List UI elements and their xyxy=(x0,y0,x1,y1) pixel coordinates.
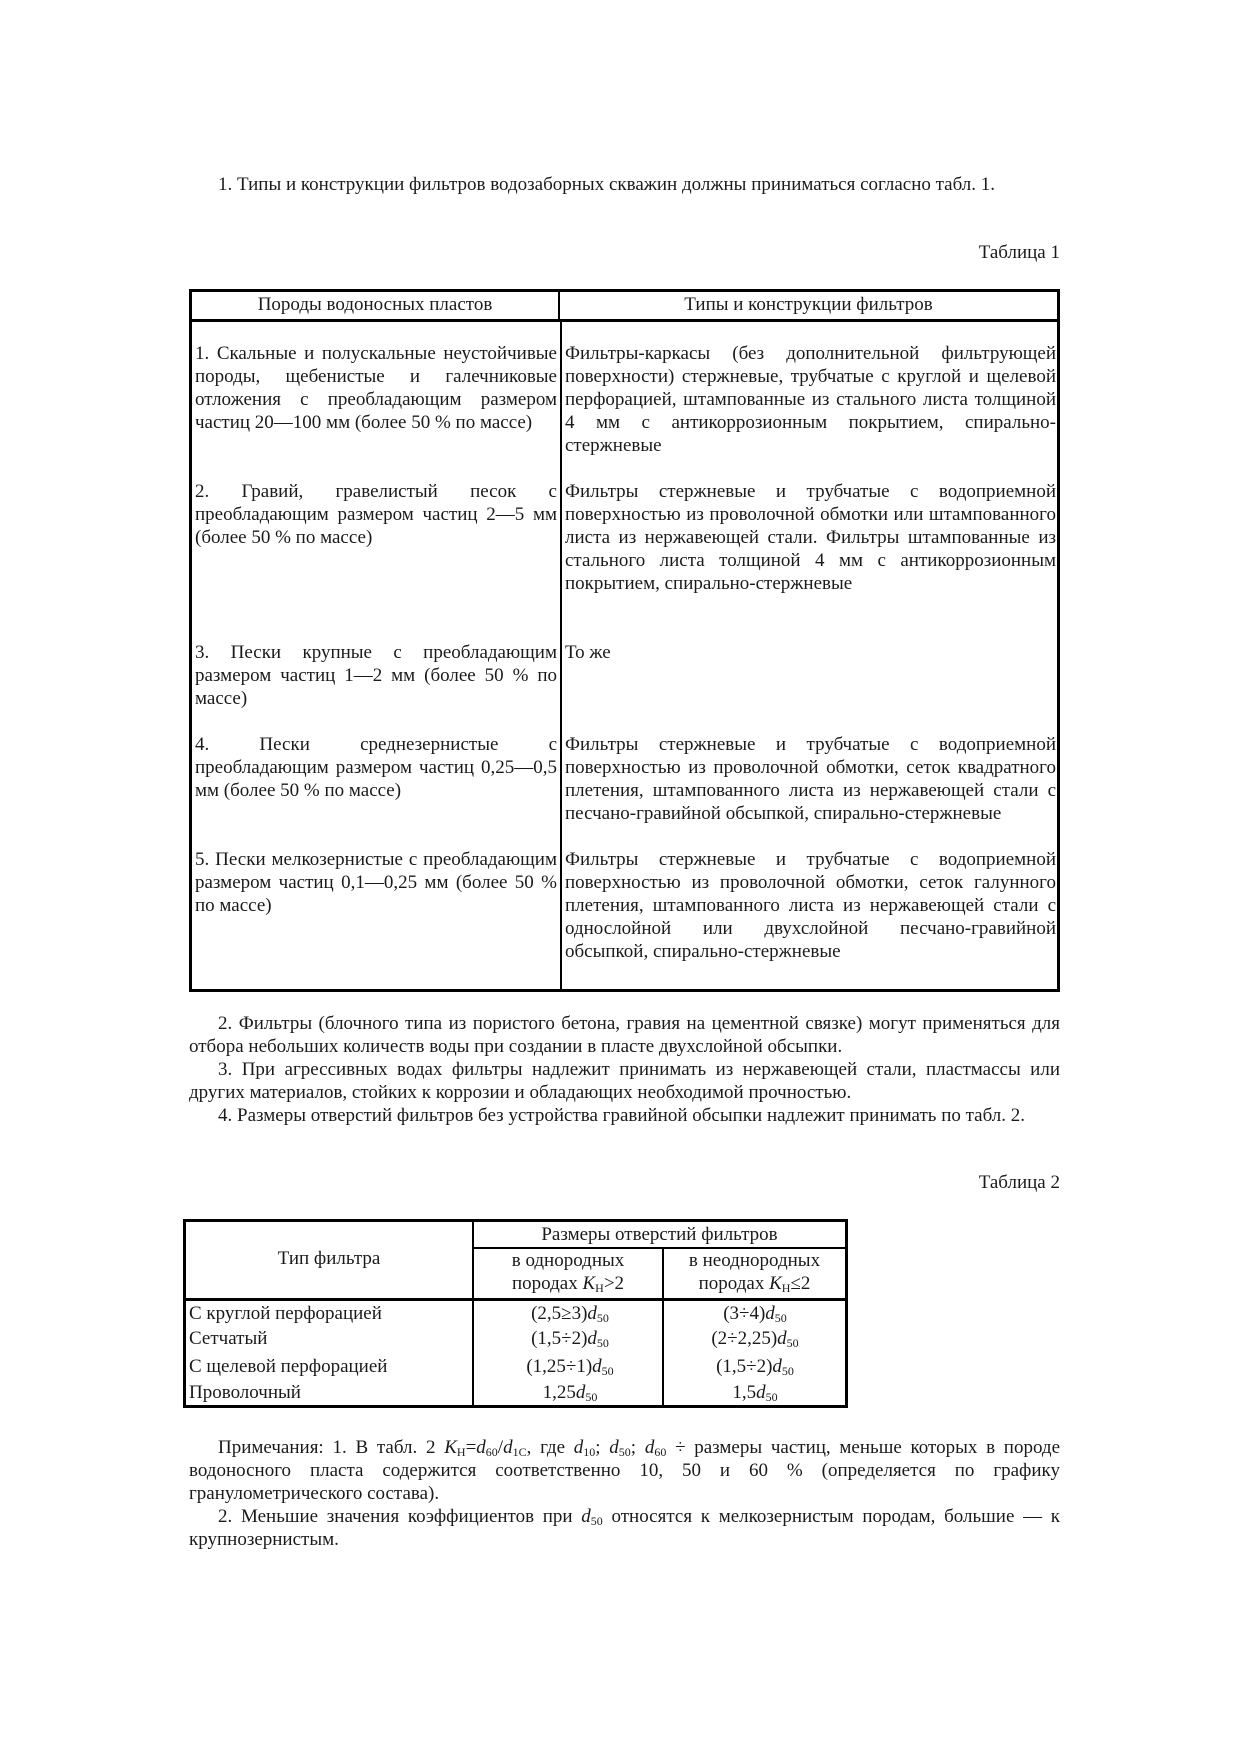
table-row xyxy=(186,1355,845,1382)
table-row xyxy=(192,480,1057,595)
table-2-header-type: Тип фильтра xyxy=(277,1248,381,1269)
d-subscript: 50 xyxy=(590,1514,603,1528)
note-text: ; xyxy=(595,1437,610,1458)
filter-type: Сетчатый xyxy=(189,1328,268,1349)
filter-cell: То же xyxy=(565,642,611,663)
table-1-header xyxy=(192,292,1057,322)
coefficient-symbol: K xyxy=(769,1273,782,1294)
size-factor: 1,5 xyxy=(732,1382,757,1403)
rock-cell: 5. Пески мелкозернистые с преобладающим размером частиц 0,1—0,25 мм (более 50 % по массе) xyxy=(195,849,557,916)
note-text: относятся к мелкозернистым породам, большие — к крупнозернистым. xyxy=(189,1506,1060,1550)
d-symbol: d xyxy=(777,1328,787,1349)
d-symbol: d xyxy=(476,1437,486,1458)
note-2 xyxy=(189,1505,1060,1551)
rock-cell: 4. Пески среднезернистые с преобладающим размером частиц 0,25—0,5 мм (более 50 % по массе) xyxy=(195,734,557,801)
size-factor: (1,5÷2) xyxy=(531,1328,588,1349)
d-symbol: d xyxy=(575,1382,586,1403)
size-heterogeneous xyxy=(665,1355,845,1378)
note-text: = xyxy=(465,1437,477,1458)
d-subscript: 60 xyxy=(654,1445,667,1459)
filter-type: С щелевой перфорацией xyxy=(189,1356,388,1377)
d-subscript: 50 xyxy=(765,1390,778,1404)
paragraph-1: 1. Типы и конструкции фильтров водозаборных скважин должны приниматься согласно табл. 1. xyxy=(218,174,996,195)
subheader-word: породах xyxy=(511,1273,578,1294)
table-1 xyxy=(189,289,1060,992)
d-symbol: d xyxy=(756,1382,766,1403)
paragraphs-2-4 xyxy=(189,1012,1060,1127)
d-subscript: 1С xyxy=(512,1445,527,1459)
coefficient-subscript: Н xyxy=(595,1281,604,1295)
rock-cell: 3. Пески крупные с преобладающим размером частиц 1—2 мм (более 50 % по массе) xyxy=(195,642,557,709)
d-symbol: d xyxy=(587,1328,597,1349)
d-symbol: d xyxy=(609,1437,619,1458)
filter-cell: Фильтры-каркасы (без дополнительной фильтрующей поверхности) стержневые, трубчатые с круглой и щелевой перфорацией, штампованные из стального листа толщиной 4 мм с антикоррозионным покрытием, спирально-стержневые xyxy=(565,343,1056,456)
d-subscript: 50 xyxy=(618,1445,631,1459)
paragraph-3: 3. При агрессивных водах фильтры надлежит принимать из нержавеющей стали, пластмассы или других материалов, стойких к коррозии и обладающих необходимой прочностью. xyxy=(189,1059,1060,1103)
size-homogeneous xyxy=(475,1381,665,1404)
subheader-line xyxy=(664,1272,845,1295)
table-2-header-sizes: Размеры отверстий фильтров xyxy=(541,1224,778,1245)
table-2 xyxy=(183,1219,848,1408)
note-text: , где xyxy=(526,1437,574,1458)
paragraph-2: 2. Фильтры (блочного типа из пористого бетона, гравия на цементной связке) могут применяться для отбора небольших количеств воды при создании в пласте двухслойной обсыпки. xyxy=(189,1013,1060,1057)
table-row xyxy=(186,1381,845,1408)
d-symbol: d xyxy=(573,1437,584,1458)
size-factor: (3÷4) xyxy=(723,1303,766,1324)
size-factor: 1,25 xyxy=(542,1382,576,1403)
notes xyxy=(189,1436,1060,1551)
coefficient-subscript: Н xyxy=(781,1281,791,1295)
paragraph-4: 4. Размеры отверстий фильтров без устройства гравийной обсыпки надлежит принимать по табл. 2. xyxy=(218,1105,1026,1126)
table-1-header-filters: Типы и конструкции фильтров xyxy=(684,294,933,315)
filter-cell: Фильтры стержневые и трубчатые с водоприемной поверхностью из проволочной обмотки, сеток квадратного плетения, штампованного листа из нержавеющей стали с песчано-гравийной обсыпкой, спирально-стержневые xyxy=(565,734,1056,824)
note-text: / xyxy=(497,1437,504,1458)
d-symbol: d xyxy=(772,1356,782,1377)
subheader-word: породах xyxy=(698,1273,765,1294)
d-symbol: d xyxy=(592,1356,602,1377)
table-row xyxy=(192,342,1057,457)
filter-cell: Фильтры стержневые и трубчатые с водоприемной поверхностью из проволочной обмотки или штампованного листа из нержавеющей стали. Фильтры штампованные из стального листа толщиной 4 мм с антикоррозионным покрытием, спирально-стержневые xyxy=(565,481,1056,594)
filter-type: Проволочный xyxy=(189,1382,301,1403)
table-row xyxy=(192,848,1057,963)
d-subscript: 50 xyxy=(601,1364,614,1378)
size-homogeneous xyxy=(475,1302,665,1325)
coefficient-symbol: K xyxy=(444,1437,457,1458)
d-symbol: d xyxy=(587,1303,597,1324)
filter-cell: Фильтры стержневые и трубчатые с водоприемной поверхностью из проволочной обмотки, сеток галунного плетения, штампованного листа из нержавеющей стали с однослойной или двухслойной песчано-гравийной обсыпкой, спирально-стержневые xyxy=(565,849,1056,962)
size-heterogeneous xyxy=(665,1327,845,1350)
size-factor: (2÷2,25) xyxy=(711,1328,778,1349)
size-heterogeneous xyxy=(665,1381,845,1404)
table-1-header-rocks: Породы водоносных пластов xyxy=(192,292,560,319)
coefficient-relation: ≤2 xyxy=(790,1273,811,1294)
d-symbol: d xyxy=(644,1437,655,1458)
filter-type: С круглой перфорацией xyxy=(189,1303,382,1324)
d-subscript: 50 xyxy=(596,1311,609,1325)
table-2-subheader-heterogeneous xyxy=(664,1249,845,1295)
d-subscript: 50 xyxy=(585,1390,598,1404)
note-text: ÷ размеры частиц, меньше которых в породе водоносного пласта содержится соответственно 10, 50 и 60 % (определяется по графику гранулометрического состава). xyxy=(189,1437,1060,1504)
table-2-caption: Таблица 2 xyxy=(978,1172,1060,1193)
coefficient-subscript: Н xyxy=(456,1445,466,1459)
d-subscript: 10 xyxy=(583,1445,596,1459)
size-factor: (1,5÷2) xyxy=(716,1356,773,1377)
d-subscript: 60 xyxy=(485,1445,498,1459)
coefficient-relation: >2 xyxy=(603,1273,625,1294)
table-row xyxy=(186,1327,845,1354)
table-2-header-rule xyxy=(186,1298,845,1301)
size-homogeneous xyxy=(475,1355,665,1378)
table-row xyxy=(186,1302,845,1329)
rock-cell: 1. Скальные и полускальные неустойчивые породы, щебенистые и галечниковые отложения с преобладающим размером частиц 20—100 мм (более 50 % по массе) xyxy=(195,343,557,433)
rock-cell: 2. Гравий, гравелистый песок с преобладающим размером частиц 2—5 мм (более 50 % по массе) xyxy=(195,481,557,548)
note-text: 2. Меньшие значения коэффициентов при xyxy=(218,1506,582,1527)
table-2-subheader-homogeneous xyxy=(474,1249,662,1295)
note-text: ; xyxy=(630,1437,645,1458)
d-subscript: 50 xyxy=(781,1364,794,1378)
coefficient-symbol: K xyxy=(582,1273,596,1294)
size-factor: (1,25÷1) xyxy=(526,1356,593,1377)
d-symbol: d xyxy=(581,1506,591,1527)
note-text: Примечания: 1. В табл. 2 xyxy=(218,1437,445,1458)
d-symbol: d xyxy=(765,1303,775,1324)
d-symbol: d xyxy=(503,1437,513,1458)
subheader-line xyxy=(474,1272,662,1295)
table-1-caption: Таблица 1 xyxy=(978,242,1060,263)
subheader-line: в неоднородных xyxy=(688,1250,821,1271)
table-row xyxy=(192,733,1057,825)
d-subscript: 50 xyxy=(596,1336,609,1350)
subheader-line: в однородных xyxy=(511,1250,625,1271)
size-factor: (2,5≥3) xyxy=(531,1303,588,1324)
size-homogeneous xyxy=(475,1327,665,1350)
table-row xyxy=(192,641,1057,710)
d-subscript: 50 xyxy=(774,1311,787,1325)
size-heterogeneous xyxy=(665,1302,845,1325)
note-1 xyxy=(189,1436,1060,1505)
d-subscript: 50 xyxy=(786,1336,799,1350)
